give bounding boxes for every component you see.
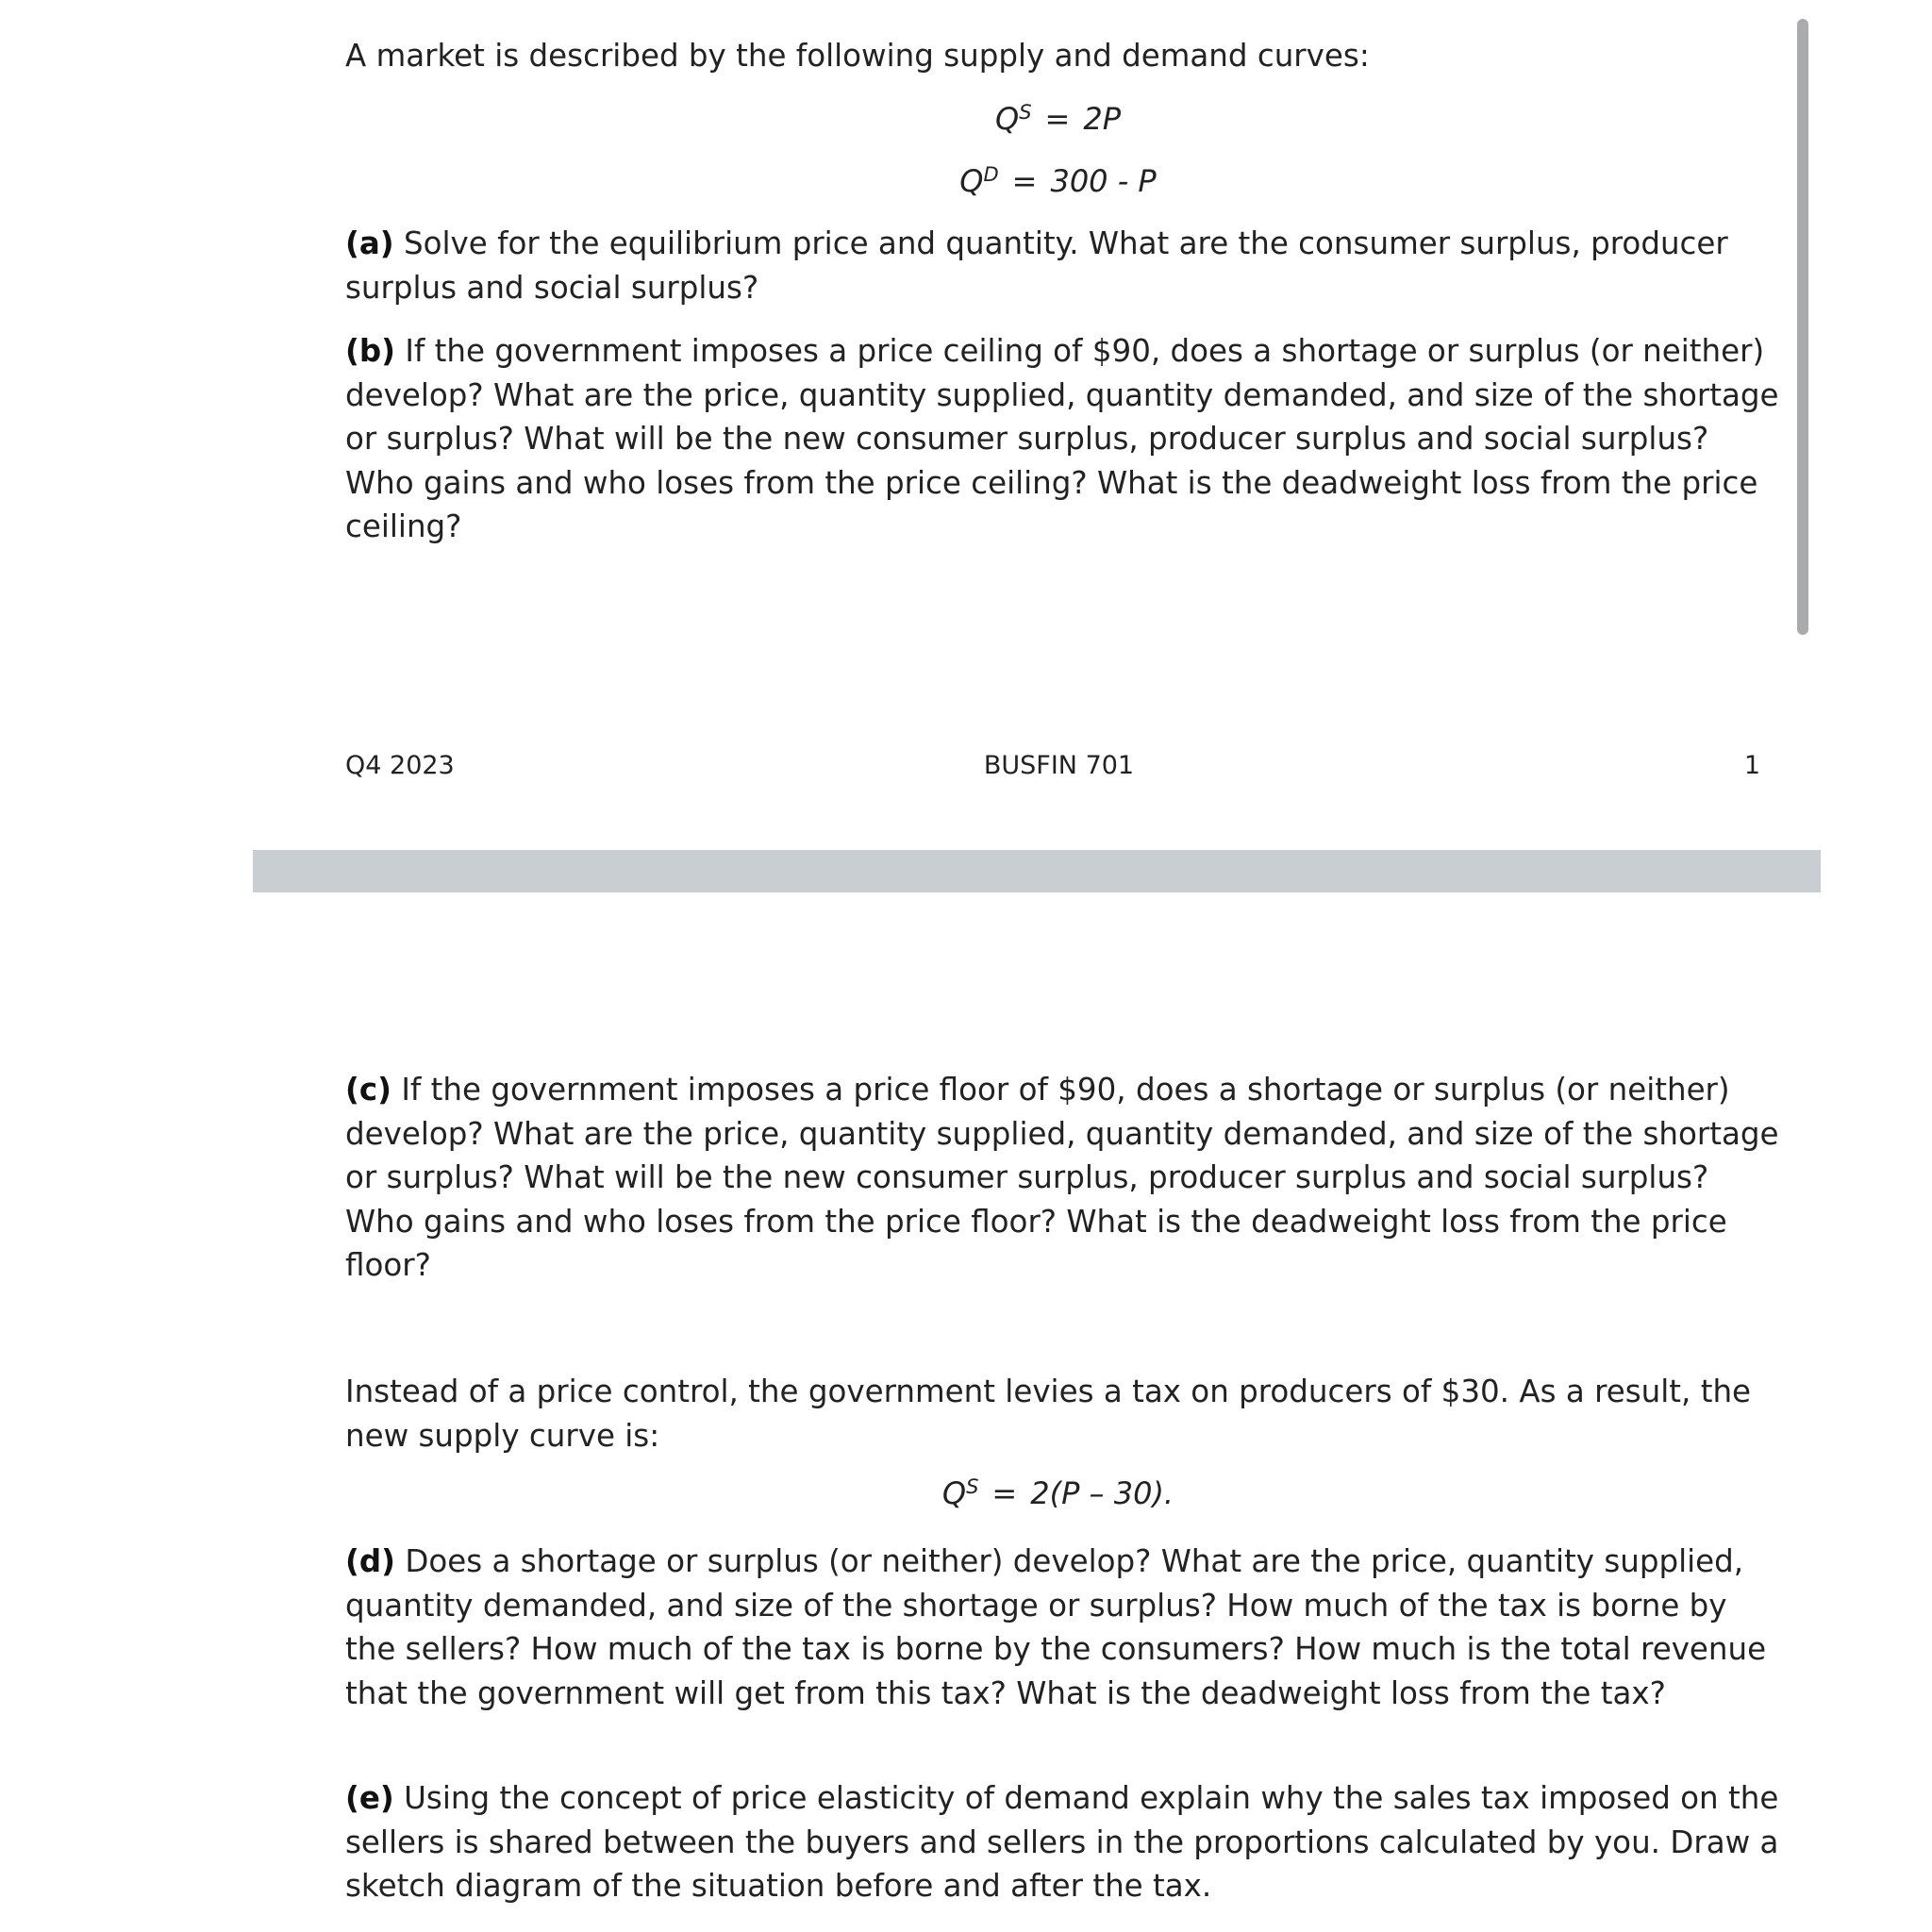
- question-c-text: If the government imposes a price floor of $90, does a shortage or surplus (or neither) develop? What are the price, quantity supplied, quantity demanded, and size of the shortage or surplus? What will be the new consumer surplus, producer surplus and social surplus? Who gains and who loses from the price floor? What is the deadweight loss from the price floor?: [345, 1072, 1779, 1283]
- page-separator: [253, 850, 1821, 892]
- question-d-text: Does a shortage or surplus (or neither) develop? What are the price, quantity supplied, quantity demanded, and size of the shortage or surplus? How much of the tax is borne by the sellers? How much of the tax is borne by the consumers? How much is the total revenue that the government will get from this tax? What is the deadweight loss from the tax?: [345, 1543, 1767, 1711]
- question-c: [345, 1068, 1779, 1288]
- equation-q: Q: [995, 101, 1020, 137]
- equation-operator: =: [1011, 163, 1038, 199]
- equation-q: Q: [959, 163, 984, 199]
- equation-superscript: S: [966, 1475, 979, 1498]
- question-a-text: Solve for the equilibrium price and quantity. What are the consumer surplus, producer surplus and social surplus?: [345, 225, 1728, 306]
- scrollbar-thumb[interactable]: [1797, 19, 1808, 635]
- question-a-label: (a): [345, 225, 394, 261]
- document-page-2: [0, 896, 1932, 1932]
- footer-left: Q4 2023: [345, 751, 455, 780]
- question-c-label: (c): [345, 1072, 391, 1108]
- equation-operator: =: [1044, 101, 1071, 137]
- equation-q: Q: [941, 1475, 967, 1511]
- document-page-1: [0, 0, 1932, 849]
- question-e-text: Using the concept of price elasticity of demand explain why the sales tax imposed on the sellers is shared between the buyers and sellers in the proportions calculated by you. Draw a sketch diagram of the situation before and after the tax.: [345, 1780, 1779, 1904]
- question-b-label: (b): [345, 333, 395, 369]
- equation-rhs: 300 - P: [1050, 163, 1157, 199]
- question-b: [345, 329, 1779, 549]
- equation-rhs: 2P: [1083, 101, 1121, 137]
- footer-center: BUSFIN 701: [983, 751, 1135, 780]
- equation-rhs: 2(P – 30).: [1030, 1475, 1174, 1511]
- intro-text: A market is described by the following supply and demand curves:: [345, 38, 1370, 74]
- tax-intro-text: Instead of a price control, the government levies a tax on producers of $30. As a result, the new supply curve is:: [345, 1374, 1752, 1454]
- equation-superscript: S: [1019, 101, 1032, 124]
- question-d: [345, 1540, 1779, 1715]
- question-e: [345, 1776, 1779, 1908]
- tax-supply-equation: [0, 1474, 1932, 1512]
- question-e-label: (e): [345, 1780, 394, 1816]
- page-number: 1: [1743, 751, 1760, 780]
- demand-equation: [0, 162, 1932, 200]
- question-b-text: If the government imposes a price ceiling of $90, does a shortage or surplus (or neither) develop? What are the price, quantity supplied, quantity demanded, and size of the shortage or surplus? What will be the new consumer surplus, producer surplus and social surplus? Who gains and who loses from the price ceiling? What is the deadweight loss from the price ceiling?: [345, 333, 1779, 544]
- equation-operator: =: [991, 1475, 1018, 1511]
- equation-superscript: D: [983, 163, 999, 186]
- supply-equation: [0, 100, 1932, 138]
- question-d-label: (d): [345, 1543, 395, 1579]
- question-a: [345, 222, 1779, 309]
